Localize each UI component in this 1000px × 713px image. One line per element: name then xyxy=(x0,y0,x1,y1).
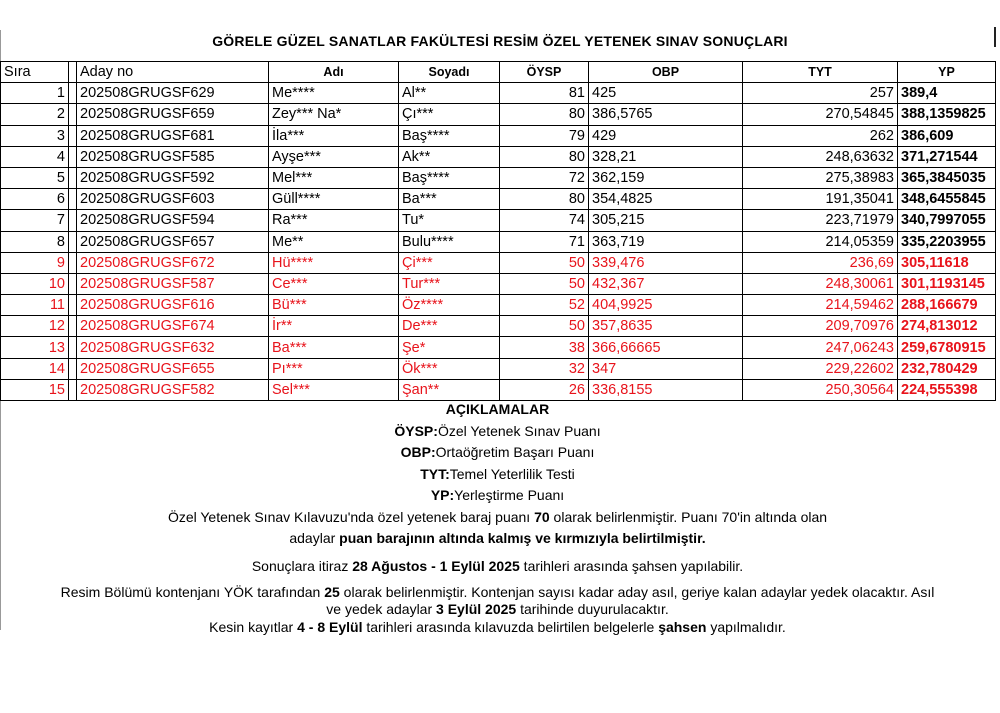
cell-adi: Güll**** xyxy=(269,189,399,210)
cell-soyadi: Ök*** xyxy=(399,358,500,379)
cell-oysp: 26 xyxy=(500,379,589,400)
cell-adi: Me**** xyxy=(269,83,399,104)
cell-tyt: 257 xyxy=(743,83,898,104)
cell-tyt: 262 xyxy=(743,125,898,146)
objection-text: Sonuçlara itiraz xyxy=(251,557,353,574)
quota-note xyxy=(0,583,995,601)
cell-sira: 2 xyxy=(1,104,69,125)
cell-adi: Hü**** xyxy=(269,252,399,273)
cell-sira: 14 xyxy=(1,358,69,379)
cell-oysp: 72 xyxy=(500,167,589,188)
cell-spacer xyxy=(69,337,77,358)
cell-soyadi: Çi*** xyxy=(399,252,500,273)
cell-adi: Pı*** xyxy=(269,358,399,379)
cell-soyadi: Öz**** xyxy=(399,295,500,316)
cell-aday-no: 202508GRUGSF592 xyxy=(77,167,269,188)
cell-spacer xyxy=(69,167,77,188)
cell-aday-no: 202508GRUGSF585 xyxy=(77,146,269,167)
cell-spacer xyxy=(69,231,77,252)
cell-sira: 6 xyxy=(1,189,69,210)
definition-term: TYT: xyxy=(420,465,450,482)
table-row xyxy=(1,83,996,104)
registration-note xyxy=(0,618,995,637)
table-row xyxy=(1,231,996,252)
registration-text: yapılmalıdır. xyxy=(706,619,786,635)
cell-obp: 362,159 xyxy=(589,167,743,188)
cell-oysp: 79 xyxy=(500,125,589,146)
cell-sira: 9 xyxy=(1,252,69,273)
cell-adi: Ayşe*** xyxy=(269,146,399,167)
cell-yp: 232,780429 xyxy=(898,358,996,379)
objection-text: tarihleri arasında şahsen yapılabilir. xyxy=(519,557,744,574)
cell-yp: 340,7997055 xyxy=(898,210,996,231)
table-header-row xyxy=(1,62,996,83)
cell-sira: 7 xyxy=(1,210,69,231)
registration-emphasis: şahsen xyxy=(658,619,707,635)
threshold-text: adaylar xyxy=(289,530,340,546)
table-row xyxy=(1,273,996,294)
registration-text: Kesin kayıtlar xyxy=(209,619,298,635)
quota-text: olarak belirlenmiştir. Kontenjan sayısı kadar aday asıl, geriye kalan adaylar yedek olacaktır. Asıl xyxy=(339,584,935,600)
explanations-heading: AÇIKLAMALAR xyxy=(445,401,550,417)
cell-spacer xyxy=(69,252,77,273)
table-row xyxy=(1,379,996,400)
table-row xyxy=(1,252,996,273)
cell-oysp: 32 xyxy=(500,358,589,379)
cell-spacer xyxy=(69,189,77,210)
results-table xyxy=(0,61,996,401)
table-row xyxy=(1,210,996,231)
cell-oysp: 50 xyxy=(500,252,589,273)
definition-text: Ortaöğretim Başarı Puanı xyxy=(435,444,595,460)
cell-aday-no: 202508GRUGSF681 xyxy=(77,125,269,146)
definition-term: ÖYSP: xyxy=(394,422,438,439)
cell-soyadi: Baş**** xyxy=(399,125,500,146)
cell-yp: 288,166679 xyxy=(898,295,996,316)
column-spacer xyxy=(69,62,77,83)
cell-spacer xyxy=(69,83,77,104)
table-row xyxy=(1,337,996,358)
table-row xyxy=(1,167,996,188)
cell-tyt: 270,54845 xyxy=(743,104,898,125)
cell-obp: 328,21 xyxy=(589,146,743,167)
cell-adi: Ce*** xyxy=(269,273,399,294)
cell-aday-no: 202508GRUGSF587 xyxy=(77,273,269,294)
threshold-note xyxy=(0,507,995,529)
definition-yp xyxy=(0,485,995,507)
cell-obp: 363,719 xyxy=(589,231,743,252)
cell-oysp: 71 xyxy=(500,231,589,252)
cell-sira: 10 xyxy=(1,273,69,294)
cell-soyadi: Al** xyxy=(399,83,500,104)
cell-aday-no: 202508GRUGSF582 xyxy=(77,379,269,400)
column-header-soyadi: Soyadı xyxy=(399,62,500,83)
cell-sira: 15 xyxy=(1,379,69,400)
cell-yp: 388,1359825 xyxy=(898,104,996,125)
cell-tyt: 248,63632 xyxy=(743,146,898,167)
column-header-aday-no: Aday no xyxy=(77,62,269,83)
cell-aday-no: 202508GRUGSF632 xyxy=(77,337,269,358)
definition-text: Temel Yeterlilik Testi xyxy=(449,465,575,482)
cell-oysp: 80 xyxy=(500,104,589,125)
cell-soyadi: De*** xyxy=(399,316,500,337)
cell-spacer xyxy=(69,295,77,316)
cell-adi: Zey*** Na* xyxy=(269,104,399,125)
cell-spacer xyxy=(69,273,77,294)
cell-adi: İr** xyxy=(269,316,399,337)
definition-term: YP: xyxy=(430,487,455,503)
cell-sira: 5 xyxy=(1,167,69,188)
cell-tyt: 209,70976 xyxy=(743,316,898,337)
cell-obp: 339,476 xyxy=(589,252,743,273)
cell-yp: 389,4 xyxy=(898,83,996,104)
cell-aday-no: 202508GRUGSF655 xyxy=(77,358,269,379)
cell-sira: 1 xyxy=(1,83,69,104)
definition-tyt xyxy=(0,464,995,486)
column-header-obp: OBP xyxy=(589,62,743,83)
cell-adi: Ba*** xyxy=(269,337,399,358)
cell-tyt: 247,06243 xyxy=(743,337,898,358)
cell-yp: 224,555398 xyxy=(898,379,996,400)
cell-obp: 425 xyxy=(589,83,743,104)
page-title: GÖRELE GÜZEL SANATLAR FAKÜLTESİ RESİM ÖZEL YETENEK SINAV SONUÇLARI xyxy=(212,33,788,49)
cell-oysp: 50 xyxy=(500,273,589,294)
cell-soyadi: Çı*** xyxy=(399,104,500,125)
cell-yp: 371,271544 xyxy=(898,146,996,167)
cell-yp: 259,6780915 xyxy=(898,337,996,358)
cell-oysp: 52 xyxy=(500,295,589,316)
definition-term: OBP: xyxy=(400,444,436,460)
cell-aday-no: 202508GRUGSF603 xyxy=(77,189,269,210)
objection-note xyxy=(0,556,995,578)
cell-tyt: 214,05359 xyxy=(743,231,898,252)
cell-spacer xyxy=(69,316,77,337)
column-header-oysp: ÖYSP xyxy=(500,62,589,83)
definition-text: Yerleştirme Puanı xyxy=(454,487,565,503)
cell-oysp: 80 xyxy=(500,146,589,167)
cell-yp: 386,609 xyxy=(898,125,996,146)
cell-tyt: 248,30061 xyxy=(743,273,898,294)
quota-value: 25 xyxy=(324,584,340,600)
quota-date: 3 Eylül 2025 xyxy=(436,601,517,617)
cell-spacer xyxy=(69,358,77,379)
cell-obp: 336,8155 xyxy=(589,379,743,400)
results-table-body xyxy=(1,83,996,401)
cell-spacer xyxy=(69,210,77,231)
cell-yp: 335,2203955 xyxy=(898,231,996,252)
cell-yp: 305,11618 xyxy=(898,252,996,273)
cell-adi: Ra*** xyxy=(269,210,399,231)
cell-tyt: 229,22602 xyxy=(743,358,898,379)
cell-spacer xyxy=(69,379,77,400)
cell-oysp: 50 xyxy=(500,316,589,337)
cell-oysp: 38 xyxy=(500,337,589,358)
cell-sira: 11 xyxy=(1,295,69,316)
cell-aday-no: 202508GRUGSF672 xyxy=(77,252,269,273)
cell-adi: Mel*** xyxy=(269,167,399,188)
cell-adi: Me** xyxy=(269,231,399,252)
cell-aday-no: 202508GRUGSF594 xyxy=(77,210,269,231)
cell-obp: 357,8635 xyxy=(589,316,743,337)
cell-obp: 386,5765 xyxy=(589,104,743,125)
cell-soyadi: Tu* xyxy=(399,210,500,231)
cell-aday-no: 202508GRUGSF659 xyxy=(77,104,269,125)
objection-dates: 28 Ağustos - 1 Eylül 2025 xyxy=(352,557,520,574)
cell-obp: 432,367 xyxy=(589,273,743,294)
cell-tyt: 214,59462 xyxy=(743,295,898,316)
table-row xyxy=(1,104,996,125)
cell-soyadi: Şe* xyxy=(399,337,500,358)
quota-text: Resim Bölümü kontenjanı YÖK tarafından xyxy=(60,584,325,600)
definition-obp xyxy=(0,442,995,464)
cell-oysp: 81 xyxy=(500,83,589,104)
cell-soyadi: Bulu**** xyxy=(399,231,500,252)
threshold-text: olarak belirlenmiştir. Puanı 70'in altında olan xyxy=(549,508,828,525)
cell-aday-no: 202508GRUGSF657 xyxy=(77,231,269,252)
definition-text: Özel Yetenek Sınav Puanı xyxy=(437,422,601,439)
cell-spacer xyxy=(69,104,77,125)
cell-sira: 8 xyxy=(1,231,69,252)
cell-sira: 4 xyxy=(1,146,69,167)
cell-adi: Bü*** xyxy=(269,295,399,316)
cell-sira: 12 xyxy=(1,316,69,337)
quota-note-continued xyxy=(0,601,995,618)
cell-yp: 301,1193145 xyxy=(898,273,996,294)
table-row xyxy=(1,146,996,167)
threshold-emphasis: puan barajının altında kalmış ve kırmızıyla belirtilmiştir. xyxy=(339,530,706,546)
cell-sira: 13 xyxy=(1,337,69,358)
registration-text: tarihleri arasında kılavuzda belirtilen belgelerle xyxy=(362,619,659,635)
quota-text: tarihinde duyurulacaktır. xyxy=(516,601,669,617)
column-header-adi: Adı xyxy=(269,62,399,83)
cell-oysp: 74 xyxy=(500,210,589,231)
cell-tyt: 223,71979 xyxy=(743,210,898,231)
threshold-value: 70 xyxy=(534,508,550,525)
cell-spacer xyxy=(69,146,77,167)
cell-adi: İla*** xyxy=(269,125,399,146)
cell-aday-no: 202508GRUGSF629 xyxy=(77,83,269,104)
definition-oysp xyxy=(0,421,995,443)
table-row xyxy=(1,295,996,316)
cell-adi: Sel*** xyxy=(269,379,399,400)
cell-obp: 404,9925 xyxy=(589,295,743,316)
column-header-yp: YP xyxy=(898,62,996,83)
cell-soyadi: Ba*** xyxy=(399,189,500,210)
cell-aday-no: 202508GRUGSF674 xyxy=(77,316,269,337)
threshold-text: Özel Yetenek Sınav Kılavuzu'nda özel yetenek baraj puanı xyxy=(167,508,535,525)
cell-obp: 347 xyxy=(589,358,743,379)
cell-yp: 348,6455845 xyxy=(898,189,996,210)
cell-soyadi: Şan** xyxy=(399,379,500,400)
cell-tyt: 250,30564 xyxy=(743,379,898,400)
table-row xyxy=(1,316,996,337)
cell-yp: 365,3845035 xyxy=(898,167,996,188)
cell-tyt: 236,69 xyxy=(743,252,898,273)
table-row xyxy=(1,189,996,210)
column-header-tyt: TYT xyxy=(743,62,898,83)
cell-obp: 366,66665 xyxy=(589,337,743,358)
cell-obp: 429 xyxy=(589,125,743,146)
cell-soyadi: Ak** xyxy=(399,146,500,167)
threshold-note-continued xyxy=(0,528,995,550)
cell-sira: 3 xyxy=(1,125,69,146)
cell-obp: 305,215 xyxy=(589,210,743,231)
cell-soyadi: Baş**** xyxy=(399,167,500,188)
cell-tyt: 191,35041 xyxy=(743,189,898,210)
cell-oysp: 80 xyxy=(500,189,589,210)
cell-spacer xyxy=(69,125,77,146)
cell-yp: 274,813012 xyxy=(898,316,996,337)
cell-aday-no: 202508GRUGSF616 xyxy=(77,295,269,316)
table-row xyxy=(1,125,996,146)
registration-dates: 4 - 8 Eylül xyxy=(297,619,363,635)
explanations-section xyxy=(0,399,995,637)
table-row xyxy=(1,358,996,379)
quota-text: ve yedek adaylar xyxy=(326,601,437,617)
column-header-sira: Sıra xyxy=(1,62,69,83)
cell-tyt: 275,38983 xyxy=(743,167,898,188)
cell-obp: 354,4825 xyxy=(589,189,743,210)
cell-soyadi: Tur*** xyxy=(399,273,500,294)
